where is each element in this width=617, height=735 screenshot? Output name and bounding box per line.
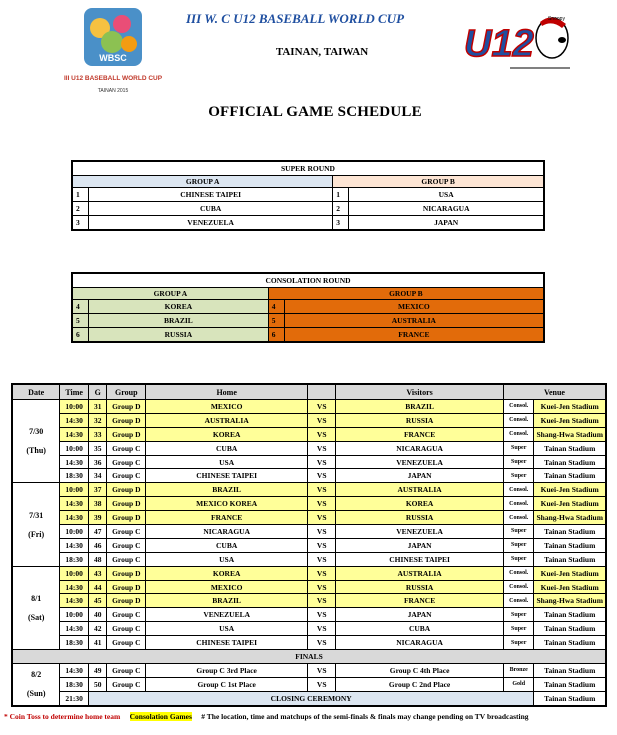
page-title: III W. C U12 BASEBALL WORLD CUP <box>186 11 405 26</box>
game-number: 31 <box>88 400 107 414</box>
seed-number: 5 <box>268 314 284 328</box>
consolation-round-table <box>71 272 545 343</box>
home-team: MEXICO KOREA <box>146 497 308 511</box>
round-type: Super <box>503 455 534 469</box>
round-type: Gold <box>503 677 534 691</box>
super-round-title: SUPER ROUND <box>72 161 544 176</box>
team-name: RUSSIA <box>89 328 269 343</box>
venue-name: Tainan Stadium <box>534 469 606 483</box>
round-type: Consol. <box>503 400 534 414</box>
venue-name: Kuei-Jen Stadium <box>534 413 606 427</box>
seed-number: 5 <box>72 314 89 328</box>
home-team: VENEZUELA <box>146 608 308 622</box>
game-number: 40 <box>88 608 107 622</box>
visiting-team: JAPAN <box>336 608 504 622</box>
col-game: G <box>88 384 107 400</box>
super-round-table <box>71 160 545 231</box>
game-number: 46 <box>88 538 107 552</box>
game-time: 14:30 <box>60 663 89 677</box>
venue-name: Tainan Stadium <box>534 525 606 539</box>
game-group: Group C <box>107 552 146 566</box>
visiting-team: RUSSIA <box>336 511 504 525</box>
venue-name: Kuei-Jen Stadium <box>534 497 606 511</box>
venue-name: Tainan Stadium <box>534 552 606 566</box>
footnote <box>4 712 616 722</box>
wbsc-logo <box>63 6 163 98</box>
game-date <box>12 400 60 483</box>
venue-name: Tainan Stadium <box>534 455 606 469</box>
visiting-team: RUSSIA <box>336 580 504 594</box>
round-type: Super <box>503 552 534 566</box>
team-name: BRAZIL <box>89 314 269 328</box>
round-type: Consol. <box>503 566 534 580</box>
visiting-team: CHINESE TAIPEI <box>336 552 504 566</box>
versus-label: VS <box>308 677 336 691</box>
day-label: (Fri) <box>28 529 45 539</box>
schedule-heading: OFFICIAL GAME SCHEDULE <box>208 104 422 120</box>
team-name: AUSTRALIA <box>284 314 544 328</box>
game-time: 18:30 <box>60 677 89 691</box>
visiting-team: RUSSIA <box>336 413 504 427</box>
game-row <box>12 580 606 594</box>
schedule-header-row <box>12 384 606 400</box>
home-team: NICARAGUA <box>146 525 308 539</box>
round-type: Consol. <box>503 483 534 497</box>
seed-number: 3 <box>333 216 349 231</box>
venue-name: Shang-Hwa Stadium <box>534 427 606 441</box>
round-type: Consol. <box>503 413 534 427</box>
game-group: Group C <box>107 636 146 650</box>
round-type: Super <box>503 538 534 552</box>
svg-text:Snoopy: Snoopy <box>548 16 565 22</box>
game-time: 14:30 <box>60 580 89 594</box>
col-vs <box>308 384 336 400</box>
round-type: Consol. <box>503 580 534 594</box>
game-group: Group C <box>107 455 146 469</box>
game-group: Group D <box>107 497 146 511</box>
round-type: Super <box>503 608 534 622</box>
home-team: CHINESE TAIPEI <box>146 636 308 650</box>
game-time: 18:30 <box>60 552 89 566</box>
ceremony-label: CLOSING CEREMONY <box>88 691 534 705</box>
consolation-legend: Consolation Games <box>129 712 192 721</box>
city-label: TAINAN, TAIWAN <box>275 46 369 58</box>
game-group: Group C <box>107 622 146 636</box>
versus-label: VS <box>308 566 336 580</box>
game-time: 14:30 <box>60 427 89 441</box>
game-time: 18:30 <box>60 636 89 650</box>
game-time: 10:00 <box>60 608 89 622</box>
game-number: 37 <box>88 483 107 497</box>
game-row <box>12 622 606 636</box>
svg-text:WBSC: WBSC <box>99 53 127 63</box>
game-group: Group C <box>107 525 146 539</box>
versus-label: VS <box>308 636 336 650</box>
finals-header-row <box>12 650 606 664</box>
home-team: Group C 1st Place <box>146 677 308 691</box>
game-number: 49 <box>88 663 107 677</box>
super-round-row <box>72 188 544 202</box>
super-round-row <box>72 202 544 216</box>
visiting-team: CUBA <box>336 622 504 636</box>
game-time: 18:30 <box>60 469 89 483</box>
round-type: Consol. <box>503 511 534 525</box>
home-team: MEXICO <box>146 580 308 594</box>
round-type: Bronze <box>503 663 534 677</box>
venue-name: Tainan Stadium <box>534 677 606 691</box>
game-schedule-table <box>11 383 607 707</box>
versus-label: VS <box>308 608 336 622</box>
game-time: 14:30 <box>60 622 89 636</box>
svg-text:TAINAN 2015: TAINAN 2015 <box>97 88 129 94</box>
visiting-team: JAPAN <box>336 469 504 483</box>
versus-label: VS <box>308 663 336 677</box>
versus-label: VS <box>308 497 336 511</box>
team-name: NICARAGUA <box>349 202 544 216</box>
game-group: Group D <box>107 594 146 608</box>
super-round-row <box>72 216 544 231</box>
seed-number: 1 <box>72 188 89 202</box>
round-type: Consol. <box>503 497 534 511</box>
versus-label: VS <box>308 552 336 566</box>
venue-name: Tainan Stadium <box>534 691 606 705</box>
game-time: 14:30 <box>60 538 89 552</box>
home-team: USA <box>146 552 308 566</box>
versus-label: VS <box>308 400 336 414</box>
game-row <box>12 538 606 552</box>
team-name: FRANCE <box>284 328 544 343</box>
game-number: 45 <box>88 594 107 608</box>
visiting-team: Group C 4th Place <box>336 663 504 677</box>
consolation-round-row <box>72 314 544 328</box>
team-name: USA <box>349 188 544 202</box>
visiting-team: AUSTRALIA <box>336 566 504 580</box>
game-time: 10:00 <box>60 566 89 580</box>
versus-label: VS <box>308 622 336 636</box>
visiting-team: NICARAGUA <box>336 636 504 650</box>
home-team: FRANCE <box>146 511 308 525</box>
round-type: Super <box>503 622 534 636</box>
seed-number: 6 <box>72 328 89 343</box>
closing-ceremony-row <box>12 691 606 705</box>
day-label: (Thu) <box>26 446 46 456</box>
game-time: 14:30 <box>60 594 89 608</box>
game-group: Group D <box>107 566 146 580</box>
visiting-team: JAPAN <box>336 538 504 552</box>
game-row <box>12 441 606 455</box>
game-date <box>12 566 60 649</box>
home-team: BRAZIL <box>146 483 308 497</box>
venue-name: Kuei-Jen Stadium <box>534 566 606 580</box>
game-number: 34 <box>88 469 107 483</box>
col-time: Time <box>60 384 89 400</box>
game-row <box>12 636 606 650</box>
game-group: Group D <box>107 483 146 497</box>
game-time: 10:00 <box>60 483 89 497</box>
venue-name: Tainan Stadium <box>534 622 606 636</box>
round-type: Super <box>503 525 534 539</box>
round-type: Super <box>503 469 534 483</box>
game-number: 38 <box>88 497 107 511</box>
home-team: AUSTRALIA <box>146 413 308 427</box>
super-group-a-header: GROUP A <box>72 176 333 188</box>
coin-toss-note: * Coin Toss to determine home team <box>4 712 121 721</box>
game-row <box>12 413 606 427</box>
col-group: Group <box>107 384 146 400</box>
game-group: Group D <box>107 400 146 414</box>
game-row <box>12 552 606 566</box>
team-name: KOREA <box>89 300 269 314</box>
team-name: CHINESE TAIPEI <box>89 188 333 202</box>
home-team: KOREA <box>146 566 308 580</box>
super-group-b-header: GROUP B <box>333 176 544 188</box>
game-number: 42 <box>88 622 107 636</box>
venue-name: Tainan Stadium <box>534 663 606 677</box>
day-label: (Sun) <box>26 689 46 699</box>
svg-text:III U12 BASEBALL WORLD CUP: III U12 BASEBALL WORLD CUP <box>63 75 163 82</box>
team-name: JAPAN <box>349 216 544 231</box>
seed-number: 1 <box>333 188 349 202</box>
consolation-round-row <box>72 300 544 314</box>
game-number: 33 <box>88 427 107 441</box>
seed-number: 2 <box>72 202 89 216</box>
consol-group-a-header: GROUP A <box>72 288 268 300</box>
round-type: Super <box>503 441 534 455</box>
venue-name: Tainan Stadium <box>534 608 606 622</box>
game-group: Group D <box>107 413 146 427</box>
col-visitors: Visitors <box>336 384 504 400</box>
game-date <box>12 483 60 566</box>
date-label: 7/31 <box>29 510 44 520</box>
game-row <box>12 469 606 483</box>
seed-number: 3 <box>72 216 89 231</box>
versus-label: VS <box>308 469 336 483</box>
game-number: 36 <box>88 455 107 469</box>
team-name: CUBA <box>89 202 333 216</box>
home-team: CUBA <box>146 538 308 552</box>
game-row <box>12 608 606 622</box>
versus-label: VS <box>308 511 336 525</box>
game-group: Group D <box>107 511 146 525</box>
round-type: Consol. <box>503 427 534 441</box>
game-number: 32 <box>88 413 107 427</box>
team-name: MEXICO <box>284 300 544 314</box>
game-group: Group D <box>107 580 146 594</box>
visiting-team: FRANCE <box>336 594 504 608</box>
game-row <box>12 497 606 511</box>
game-row <box>12 400 606 414</box>
versus-label: VS <box>308 594 336 608</box>
day-label: (Sat) <box>27 612 45 622</box>
versus-label: VS <box>308 441 336 455</box>
game-number: 41 <box>88 636 107 650</box>
home-team: USA <box>146 455 308 469</box>
venue-name: Shang-Hwa Stadium <box>534 594 606 608</box>
versus-label: VS <box>308 580 336 594</box>
game-row <box>12 427 606 441</box>
game-group: Group C <box>107 608 146 622</box>
home-team: Group C 3rd Place <box>146 663 308 677</box>
visiting-team: VENEZUELA <box>336 525 504 539</box>
home-team: KOREA <box>146 427 308 441</box>
round-type: Super <box>503 636 534 650</box>
game-group: Group C <box>107 441 146 455</box>
game-number: 39 <box>88 511 107 525</box>
game-group: Group C <box>107 663 146 677</box>
date-label: 7/30 <box>29 427 44 437</box>
home-team: CUBA <box>146 441 308 455</box>
home-team: MEXICO <box>146 400 308 414</box>
versus-label: VS <box>308 538 336 552</box>
svg-text:U12: U12 <box>464 23 534 65</box>
game-time: 10:00 <box>60 441 89 455</box>
home-team: USA <box>146 622 308 636</box>
u12-snoopy-logo <box>460 10 578 78</box>
seed-number: 4 <box>268 300 284 314</box>
versus-label: VS <box>308 525 336 539</box>
game-time: 14:30 <box>60 413 89 427</box>
venue-name: Kuei-Jen Stadium <box>534 400 606 414</box>
visiting-team: Group C 2nd Place <box>336 677 504 691</box>
venue-name: Kuei-Jen Stadium <box>534 483 606 497</box>
home-team: BRAZIL <box>146 594 308 608</box>
visiting-team: FRANCE <box>336 427 504 441</box>
visiting-team: VENEZUELA <box>336 455 504 469</box>
versus-label: VS <box>308 427 336 441</box>
game-row <box>12 594 606 608</box>
home-team: CHINESE TAIPEI <box>146 469 308 483</box>
venue-name: Tainan Stadium <box>534 538 606 552</box>
game-number: 44 <box>88 580 107 594</box>
venue-name: Shang-Hwa Stadium <box>534 511 606 525</box>
game-time: 10:00 <box>60 525 89 539</box>
game-number: 43 <box>88 566 107 580</box>
date-label: 8/1 <box>31 593 42 603</box>
seed-number: 2 <box>333 202 349 216</box>
venue-name: Tainan Stadium <box>534 441 606 455</box>
visiting-team: BRAZIL <box>336 400 504 414</box>
visiting-team: KOREA <box>336 497 504 511</box>
seed-number: 6 <box>268 328 284 343</box>
venue-name: Tainan Stadium <box>534 636 606 650</box>
visiting-team: NICARAGUA <box>336 441 504 455</box>
game-time: 10:00 <box>60 400 89 414</box>
game-row <box>12 525 606 539</box>
venue-name: Kuei-Jen Stadium <box>534 580 606 594</box>
game-group: Group C <box>107 469 146 483</box>
game-time: 14:30 <box>60 511 89 525</box>
finals-label: FINALS <box>12 650 606 664</box>
col-venue: Venue <box>503 384 606 400</box>
game-group: Group C <box>107 538 146 552</box>
consolation-round-title: CONSOLATION ROUND <box>72 273 544 288</box>
versus-label: VS <box>308 413 336 427</box>
game-number: 48 <box>88 552 107 566</box>
round-type: Consol. <box>503 594 534 608</box>
consol-group-b-header: GROUP B <box>268 288 544 300</box>
game-group: Group D <box>107 427 146 441</box>
game-row <box>12 483 606 497</box>
team-name: VENEZUELA <box>89 216 333 231</box>
game-time: 14:30 <box>60 497 89 511</box>
game-row <box>12 566 606 580</box>
schedule-change-note: # The location, time and matchups of the semi-finals & finals may change pending on TV broadcasting <box>201 712 529 721</box>
game-date <box>12 663 60 705</box>
final-game-row <box>12 663 606 677</box>
game-time: 14:30 <box>60 455 89 469</box>
col-home: Home <box>146 384 308 400</box>
game-number: 35 <box>88 441 107 455</box>
versus-label: VS <box>308 455 336 469</box>
game-number: 50 <box>88 677 107 691</box>
game-row <box>12 455 606 469</box>
consolation-round-row <box>72 328 544 343</box>
date-label: 8/2 <box>31 670 42 680</box>
ceremony-time: 21:30 <box>60 691 89 705</box>
game-number: 47 <box>88 525 107 539</box>
col-date: Date <box>12 384 60 400</box>
final-game-row <box>12 677 606 691</box>
game-group: Group C <box>107 677 146 691</box>
visiting-team: AUSTRALIA <box>336 483 504 497</box>
versus-label: VS <box>308 483 336 497</box>
game-row <box>12 511 606 525</box>
seed-number: 4 <box>72 300 89 314</box>
